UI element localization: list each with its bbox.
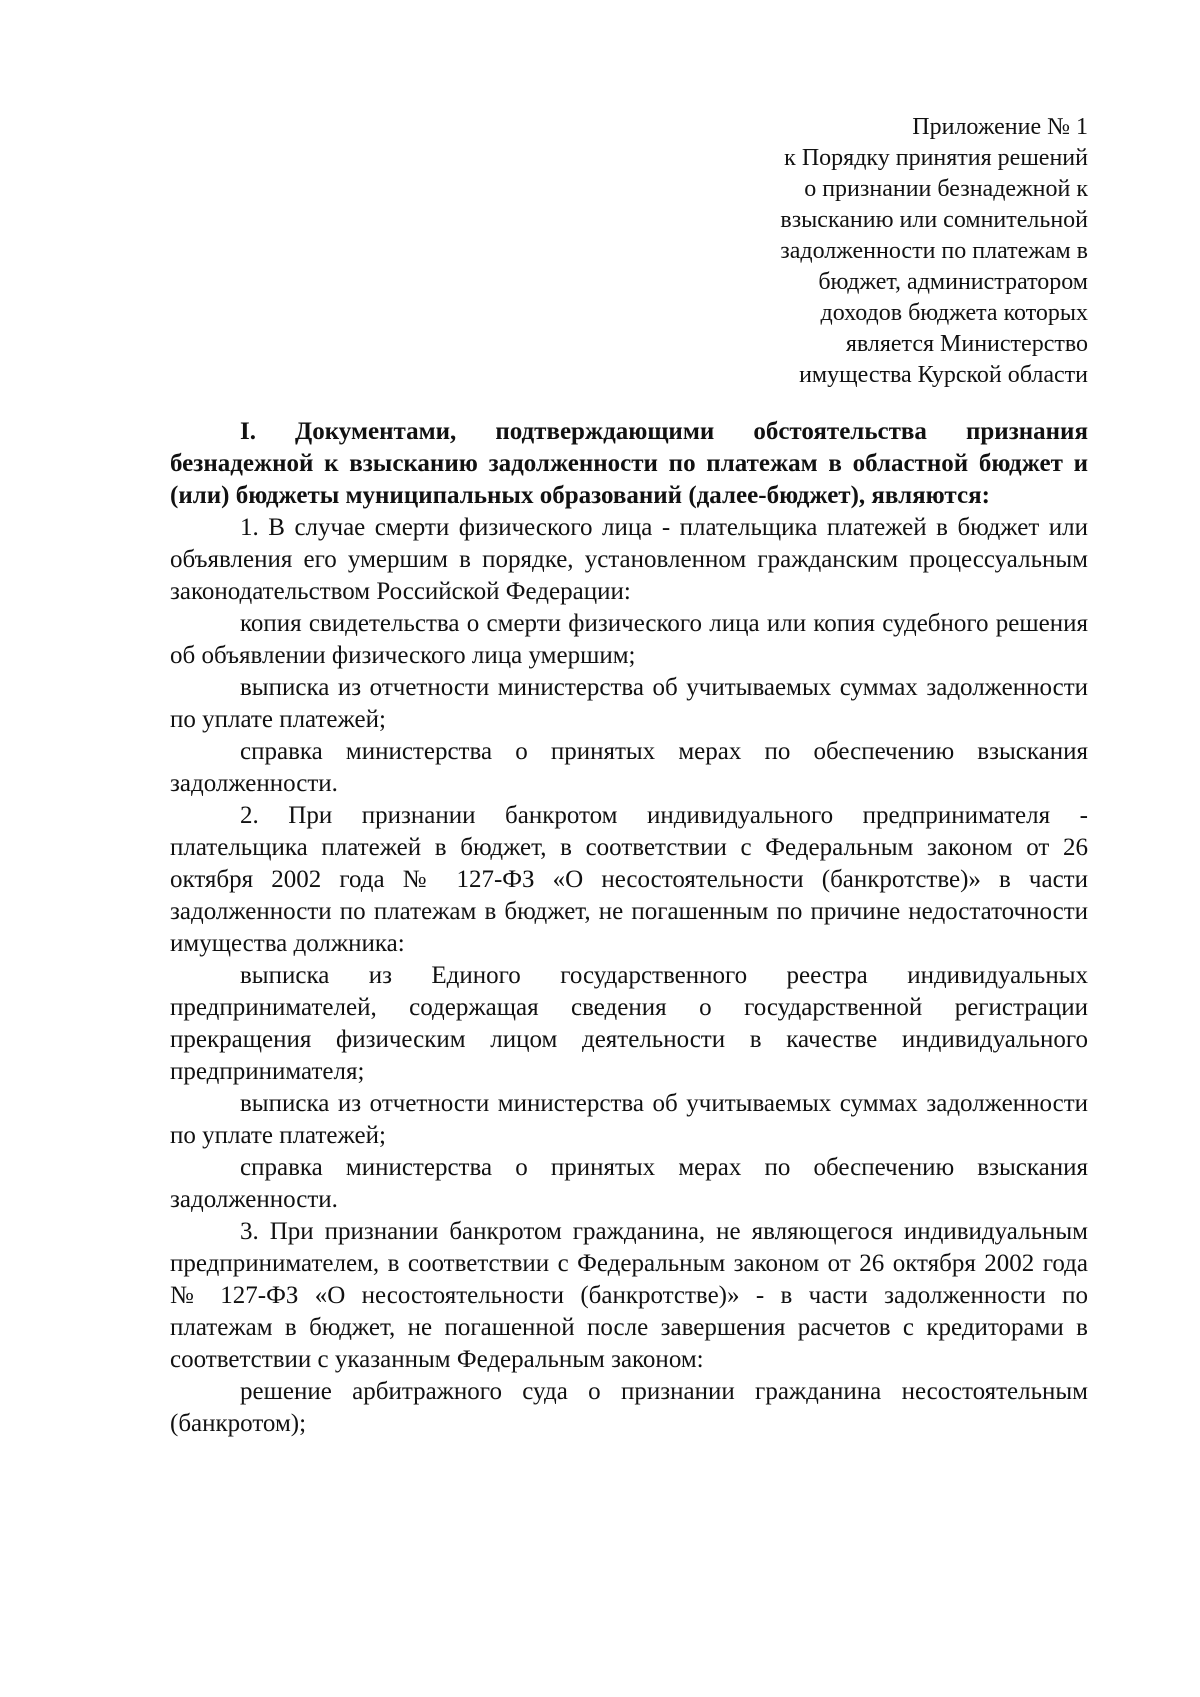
appendix-line: доходов бюджета которых	[820, 300, 1088, 326]
paragraph-2: 2. При признании банкротом индивидуального предпринимателя - плательщика платежей в бюджет, в соответствии с Федеральным законом от 26 октября 2002 года № 127-ФЗ «О несостоятельности (банкротстве)» в части задолженности по платежам в бюджет, не погашенным по причине недостаточности имущества должника:	[170, 802, 1088, 957]
appendix-line: является Министерство	[845, 331, 1088, 357]
appendix-line: задолженности по платежам в	[780, 238, 1088, 264]
paragraph-ministry-note: справка министерства о принятых мерах по обеспечению взыскания задолженности.	[170, 1154, 1088, 1213]
section-heading: I. Документами, подтверждающими обстоятельства признания безнадежной к взысканию задолженности по платежам в областной бюджет и (или) бюджеты муниципальных образований (далее-бюджет), являются:	[170, 418, 1088, 509]
appendix-line: имущества Курской области	[799, 362, 1088, 388]
appendix-header	[690, 112, 1088, 391]
appendix-line: Приложение № 1	[912, 114, 1088, 140]
appendix-line: взысканию или сомнительной	[780, 207, 1088, 233]
paragraph-registry-extract: выписка из Единого государственного реестра индивидуальных предпринимателей, содержащая сведения о государственной регистрации прекращения физическим лицом деятельности в качестве индивидуального предпринимателя;	[170, 962, 1088, 1085]
appendix-line: о признании безнадежной к	[804, 176, 1088, 202]
appendix-line: бюджет, администратором	[818, 269, 1088, 295]
paragraph-court-decision: решение арбитражного суда о признании гражданина несостоятельным (банкротом);	[170, 1378, 1088, 1437]
paragraph-report-extract: выписка из отчетности министерства об учитываемых суммах задолженности по уплате платежей;	[170, 674, 1088, 733]
paragraph-1: 1. В случае смерти физического лица - плательщика платежей в бюджет или объявления его умершим в порядке, установленном гражданским процессуальным законодательством Российской Федерации:	[170, 514, 1088, 605]
paragraph-3: 3. При признании банкротом гражданина, не являющегося индивидуальным предпринимателем, в соответствии с Федеральным законом от 26 октября 2002 года № 127-ФЗ «О несостоятельности (банкротстве)» - в части задолженности по платежам в бюджет, не погашенной после завершения расчетов с кредиторами в соответствии с указанным Федеральным законом:	[170, 1218, 1088, 1373]
paragraph-death-certificate: копия свидетельства о смерти физического лица или копия судебного решения об объявлении физического лица умершим;	[170, 610, 1088, 669]
paragraph-ministry-note: справка министерства о принятых мерах по обеспечению взыскания задолженности.	[170, 738, 1088, 797]
appendix-line: к Порядку принятия решений	[784, 145, 1088, 171]
paragraph-report-extract: выписка из отчетности министерства об учитываемых суммах задолженности по уплате платежей;	[170, 1090, 1088, 1149]
document-body	[170, 416, 1088, 1440]
